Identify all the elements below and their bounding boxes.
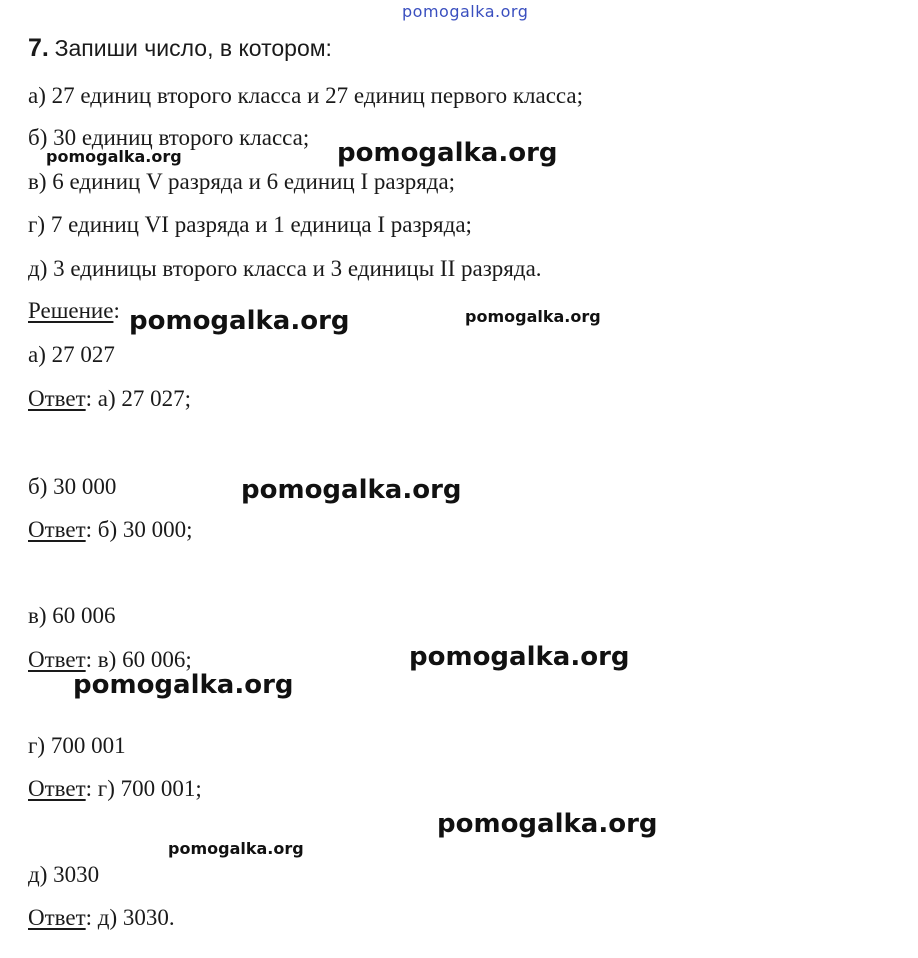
answer-label: Ответ	[28, 386, 86, 411]
answer-text-d: : г) 700 001;	[85, 776, 202, 801]
solution-value-c: в) 60 006	[28, 603, 116, 628]
answer-line-d	[28, 775, 202, 803]
task-item-e: д) 3 единицы второго класса и 3 единицы II разряда.	[28, 256, 542, 281]
answer-text-b: : б) 30 000;	[85, 517, 193, 542]
answer-text-c: : в) 60 006;	[85, 647, 192, 672]
answer-label: Ответ	[28, 647, 86, 672]
watermark: pomogalka.org	[337, 138, 558, 168]
solution-label: Решение	[28, 298, 114, 323]
answer-text-e: : д) 3030.	[85, 905, 175, 930]
task-item-d: г) 7 единиц VI разряда и 1 единица I разряда;	[28, 212, 472, 237]
task-number: 7.	[28, 34, 49, 62]
solution-colon: :	[113, 298, 120, 323]
solution-value-a: а) 27 027	[28, 342, 115, 367]
header-watermark: pomogalka.org	[402, 2, 529, 21]
answer-line-a	[28, 385, 191, 413]
answer-label: Ответ	[28, 517, 86, 542]
answer-text-a: : а) 27 027;	[85, 386, 192, 411]
solution-value-d: г) 700 001	[28, 733, 126, 758]
task-item-a: а) 27 единиц второго класса и 27 единиц первого класса;	[28, 83, 584, 108]
watermark: pomogalka.org	[465, 307, 601, 326]
watermark: pomogalka.org	[73, 670, 294, 700]
watermark: pomogalka.org	[129, 306, 350, 336]
answer-label: Ответ	[28, 776, 86, 801]
watermark: pomogalka.org	[46, 147, 182, 166]
task-prompt: Запиши число, в котором:	[54, 35, 332, 61]
solution-value-e: д) 3030	[28, 862, 100, 887]
watermark: pomogalka.org	[168, 839, 304, 858]
task-item-b: б) 30 единиц второго класса;	[28, 125, 310, 150]
watermark: pomogalka.org	[437, 809, 658, 839]
solution-value-b: б) 30 000	[28, 474, 117, 499]
answer-label: Ответ	[28, 905, 86, 930]
task-item-c: в) 6 единиц V разряда и 6 единиц I разряда;	[28, 169, 456, 194]
watermark: pomogalka.org	[409, 642, 630, 672]
answer-line-e	[28, 904, 175, 932]
solution-heading	[28, 297, 120, 325]
task-heading	[28, 34, 332, 63]
answer-line-b	[28, 516, 193, 544]
watermark: pomogalka.org	[241, 475, 462, 505]
